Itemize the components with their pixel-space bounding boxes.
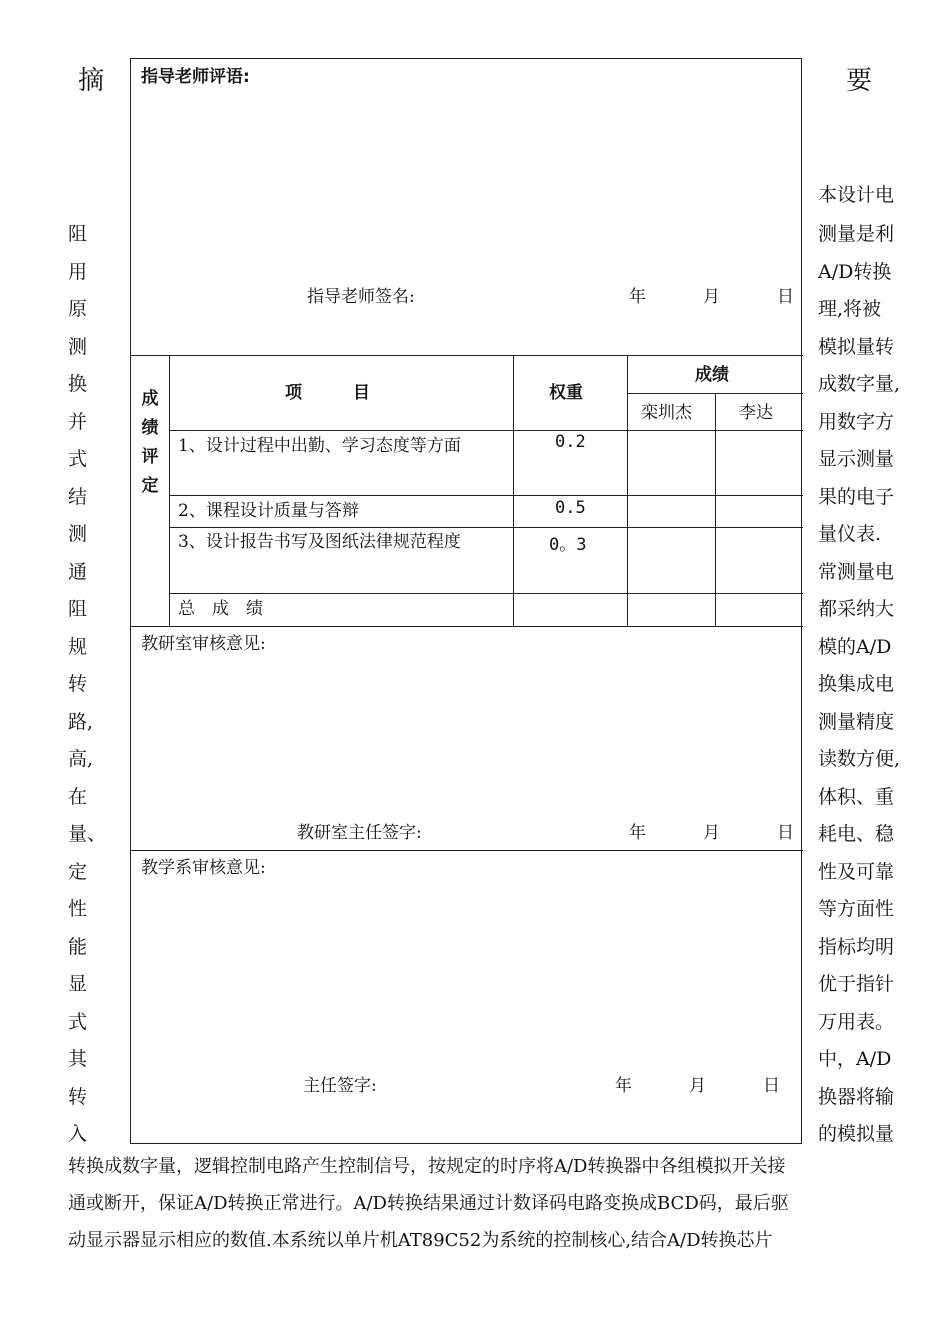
left-char: 换 [68,373,88,395]
right-line: 模的A/D [818,635,892,658]
right-line: 显示测量 [818,448,895,470]
date-day: 日 [777,823,794,843]
date-day: 日 [763,1076,780,1096]
divider [131,355,803,356]
paragraph-line: 通或断开，保证A/D转换正常进行。A/D转换结果通过计数译码电路变换成BCD码，最后驱 [68,1193,789,1214]
right-column-top: 本设计电 [818,184,895,206]
left-char: 测 [68,523,88,545]
right-line: 的模拟量 [818,1123,895,1145]
header-score: 成绩 [695,365,729,385]
left-char: 式 [68,1010,88,1033]
left-char: 量、 [68,823,107,845]
paragraph-line: 转换成数字量，逻辑控制电路产生控制信号，按规定的时序将A/D转换器中各组模拟开关接 [68,1156,786,1177]
date-year: 年 [615,1076,632,1096]
row-item: 1、设计过程中出勤、学习态度等方面 [178,436,461,456]
right-line: 换器将输 [818,1085,895,1108]
evaluation-form [130,58,802,1144]
right-line: 优于指针 [818,973,895,995]
left-char: 能 [68,935,88,958]
date-year: 年 [629,287,646,307]
divider [715,393,716,626]
right-line: A/D转换 [818,260,892,283]
header-item: 项 目 [285,383,370,403]
paragraph-line: 动显示器显示相应的数值.本系统以单片机AT89C52为系统的控制核心,结合A/D转换芯片 [68,1230,773,1251]
grade-section-label: 成 绩 评 定 [141,389,159,496]
header-student-2: 李达 [739,403,773,423]
date-month: 月 [703,823,720,843]
left-char: 在 [68,785,88,808]
left-char: 定 [68,860,88,883]
left-char: 阻 [68,598,88,620]
heading-right: 要 [846,66,873,96]
row-weight: 0。3 [549,535,587,555]
right-line: 常测量电 [818,560,895,583]
divider [131,850,803,851]
dept-review-label: 教学系审核意见: [141,858,266,878]
left-char: 并 [68,410,88,433]
right-line: 测量精度 [818,710,895,733]
left-char: 路, [68,710,94,733]
right-line: 换集成电 [818,673,895,695]
left-char: 式 [68,448,88,470]
right-line: 万用表。 [818,1010,895,1033]
right-line: 耗电、稳 [818,823,895,845]
row-weight: 0.5 [555,498,586,518]
date-month: 月 [703,287,720,307]
row-item: 3、设计报告书写及图纸法律规范程度 [178,532,461,552]
bottom-paragraph [68,1148,888,1259]
row-item: 2、课程设计质量与答辩 [178,501,359,521]
right-line: 等方面性 [818,898,895,920]
right-line: 中，A/D [818,1048,892,1070]
right-line: 果的电子 [818,485,895,508]
right-line: 体积、重 [818,785,895,808]
divider [169,355,170,626]
divider [513,355,514,626]
left-text-column [68,216,124,1154]
right-line: 读数方便, [818,748,901,770]
divider [627,355,628,626]
right-line: 用数字方 [818,410,895,433]
divider [627,393,803,394]
right-text-column [818,216,948,1154]
right-line: 模拟量转 [818,335,895,358]
header-student-1: 栾圳杰 [641,403,692,423]
left-char: 转 [68,1085,88,1108]
date-year: 年 [629,823,646,843]
right-line: 都采纳大 [818,598,895,620]
left-char: 转 [68,673,88,695]
right-line: 测量是利 [818,223,895,245]
divider [131,626,803,627]
left-char: 规 [68,635,88,658]
left-char: 测 [68,335,88,358]
left-char: 通 [68,560,88,583]
row-weight: 0.2 [555,432,586,452]
right-line: 指标均明 [818,935,895,958]
office-sign-label: 教研室主任签字: [297,823,422,843]
left-char: 阻 [68,223,88,245]
date-month: 月 [689,1076,706,1096]
left-char: 其 [68,1048,88,1070]
header-weight: 权重 [549,383,583,403]
left-char: 原 [68,298,88,320]
left-char: 用 [68,260,88,283]
date-day: 日 [777,287,794,307]
office-review-label: 教研室审核意见: [141,634,266,654]
left-char: 显 [68,973,88,995]
left-char: 性 [68,898,88,920]
divider [169,593,803,594]
advisor-sign-label: 指导老师签名: [307,287,415,307]
right-line: 成数字量, [818,373,901,395]
advisor-comment-label: 指导老师评语: [141,67,250,87]
left-char: 高, [68,748,94,770]
left-char: 入 [68,1123,88,1145]
heading-left: 摘 [78,66,105,96]
right-line: 理,将被 [818,298,882,320]
total-label: 总 成 绩 [178,599,263,619]
left-char: 结 [68,485,88,508]
right-line: 性及可靠 [818,860,895,883]
dept-sign-label: 主任签字: [303,1076,377,1096]
right-line: 量仪表. [818,523,882,545]
